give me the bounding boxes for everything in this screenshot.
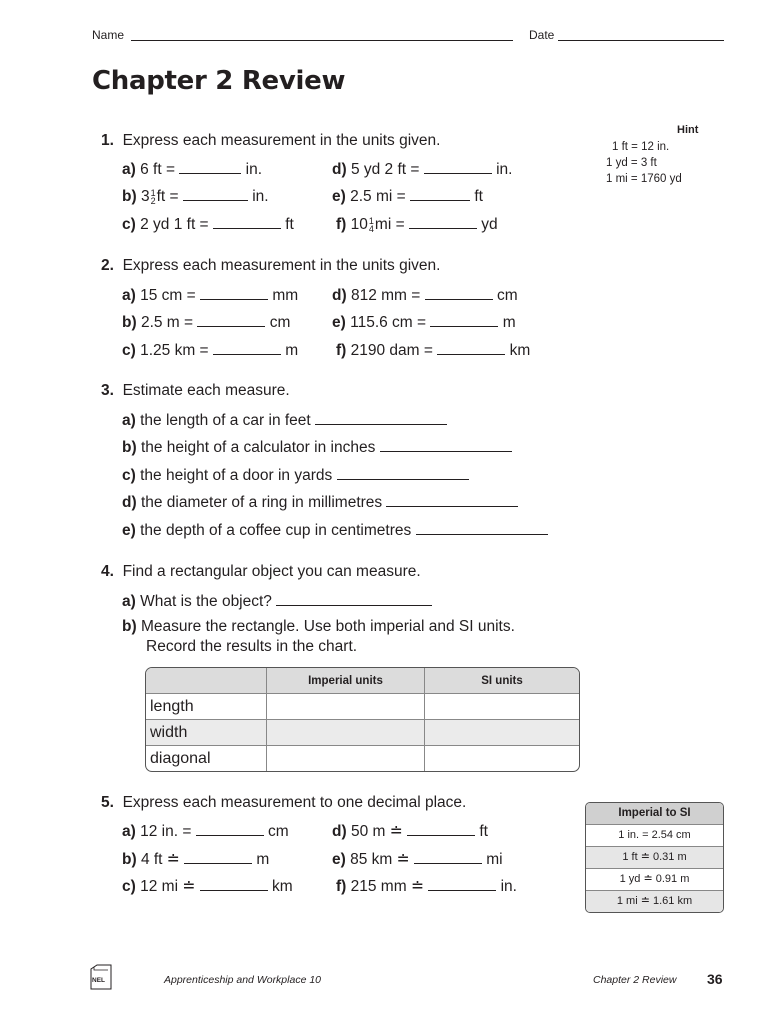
- nel-logo: [90, 964, 112, 988]
- measurement-chart: [145, 667, 580, 772]
- hint-line: 1 ft = 12 in.: [612, 141, 670, 153]
- answer-blank[interactable]: [424, 159, 492, 174]
- nel-logo-text: NEL: [92, 977, 105, 984]
- chart-header-imperial: Imperial units: [267, 668, 425, 694]
- answer-blank[interactable]: [386, 492, 518, 507]
- answer-blank[interactable]: [197, 312, 265, 327]
- chart-cell[interactable]: [267, 720, 425, 746]
- answer-blank[interactable]: [410, 186, 470, 201]
- chart-row-label: width: [146, 720, 267, 746]
- chart-cell[interactable]: [425, 720, 580, 746]
- q1f: f) 101 4mi = yd: [336, 215, 498, 234]
- date-line[interactable]: [558, 40, 724, 41]
- chart-cell[interactable]: [267, 746, 425, 772]
- q3c: c) the height of a door in yards: [122, 465, 469, 485]
- answer-blank[interactable]: [380, 437, 512, 452]
- conversion-row: 1 ft ≐ 0.31 m: [586, 846, 723, 868]
- page-title: Chapter 2 Review: [92, 66, 346, 96]
- q2f: f) 2190 dam = km: [336, 342, 531, 359]
- q3b: b) the height of a calculator in inches: [122, 437, 512, 457]
- q1e: e) 2.5 mi = ft: [332, 188, 483, 205]
- answer-blank[interactable]: [179, 159, 241, 174]
- name-line[interactable]: [131, 40, 513, 41]
- chart-header-si: SI units: [425, 668, 580, 694]
- answer-blank[interactable]: [416, 520, 548, 535]
- answer-blank[interactable]: [184, 849, 252, 864]
- answer-blank[interactable]: [196, 821, 264, 836]
- answer-blank[interactable]: [407, 821, 475, 836]
- q5e: e) 85 km ≐ mi: [332, 851, 503, 868]
- answer-blank[interactable]: [425, 285, 493, 300]
- question-5-prompt: 5. Express each measurement to one decimal place.: [101, 794, 467, 811]
- chart-row-label: diagonal: [146, 746, 267, 772]
- conversion-row: 1 mi ≐ 1.61 km: [586, 890, 723, 912]
- q2b: b) 2.5 m = cm: [122, 314, 291, 331]
- q1a: a) 6 ft = in.: [122, 161, 263, 178]
- conversion-row: 1 in. = 2.54 cm: [586, 824, 723, 846]
- chart-cell[interactable]: [425, 694, 580, 720]
- q4b: b) Measure the rectangle. Use both imperial and SI units.: [122, 618, 515, 635]
- page-number: 36: [707, 971, 723, 987]
- chart-cell[interactable]: [267, 694, 425, 720]
- q2c: c) 1.25 km = m: [122, 342, 299, 359]
- answer-blank[interactable]: [437, 340, 505, 355]
- q4b-line2: Record the results in the chart.: [146, 638, 358, 655]
- footer-chapter: Chapter 2 Review: [593, 974, 677, 986]
- q3a: a) the length of a car in feet: [122, 410, 447, 430]
- hint-heading: Hint: [677, 124, 699, 136]
- answer-blank[interactable]: [430, 312, 498, 327]
- answer-blank[interactable]: [428, 876, 496, 891]
- conversion-row: 1 yd ≐ 0.91 m: [586, 868, 723, 890]
- answer-blank[interactable]: [315, 410, 447, 425]
- question-1-prompt: 1. Express each measurement in the units given.: [101, 132, 441, 149]
- footer-book: Apprenticeship and Workplace 10: [164, 974, 322, 986]
- hint-line: 1 mi = 1760 yd: [606, 173, 682, 185]
- q3d: d) the diameter of a ring in millimetres: [122, 492, 518, 512]
- answer-blank[interactable]: [409, 214, 477, 229]
- question-3-prompt: 3. Estimate each measure.: [101, 382, 290, 399]
- q5f: f) 215 mm ≐ in.: [336, 878, 517, 895]
- q2d: d) 812 mm = cm: [332, 287, 518, 304]
- q1d: d) 5 yd 2 ft = in.: [332, 161, 513, 178]
- answer-blank[interactable]: [200, 876, 268, 891]
- answer-blank[interactable]: [276, 591, 432, 606]
- q4a: a) What is the object?: [122, 591, 432, 611]
- q2a: a) 15 cm = mm: [122, 287, 299, 304]
- date-label: Date: [529, 28, 555, 42]
- hint-box: [606, 139, 716, 187]
- answer-blank[interactable]: [337, 465, 469, 480]
- question-4-prompt: 4. Find a rectangular object you can measure.: [101, 563, 421, 580]
- q5b: b) 4 ft ≐ m: [122, 851, 270, 868]
- imperial-to-si-box: [585, 802, 724, 913]
- answer-blank[interactable]: [183, 186, 248, 201]
- chart-cell[interactable]: [425, 746, 580, 772]
- q3e: e) the depth of a coffee cup in centimetres: [122, 520, 548, 540]
- question-2-prompt: 2. Express each measurement in the units given.: [101, 257, 441, 274]
- hint-line: 1 yd = 3 ft: [606, 157, 657, 169]
- answer-blank[interactable]: [414, 849, 482, 864]
- name-label: Name: [92, 28, 125, 42]
- q1c: c) 2 yd 1 ft = ft: [122, 216, 294, 233]
- chart-header-blank: [146, 668, 267, 694]
- answer-blank[interactable]: [200, 285, 268, 300]
- q5d: d) 50 m ≐ ft: [332, 823, 488, 840]
- q5c: c) 12 mi ≐ km: [122, 878, 293, 895]
- q5a: a) 12 in. = cm: [122, 823, 289, 840]
- chart-row-label: length: [146, 694, 267, 720]
- q2e: e) 115.6 cm = m: [332, 314, 516, 331]
- answer-blank[interactable]: [213, 340, 281, 355]
- answer-blank[interactable]: [213, 214, 281, 229]
- conversion-heading: Imperial to SI: [586, 803, 723, 824]
- q1b: b) 31 2ft = in.: [122, 187, 269, 206]
